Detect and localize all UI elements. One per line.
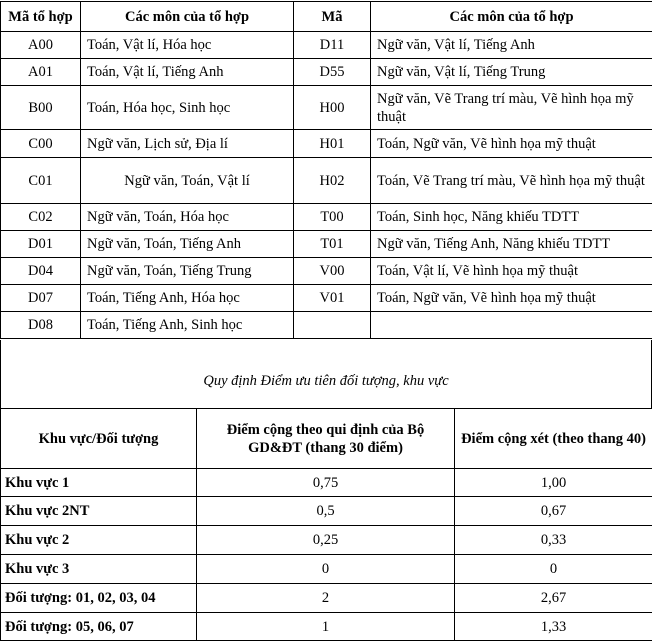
combo-subjects: Toán, Vật lí, Hóa học xyxy=(81,32,294,59)
region-label: Đối tượng: 01, 02, 03, 04 xyxy=(1,584,197,613)
header-code: Mã xyxy=(294,2,371,32)
points-40: 1,00 xyxy=(455,469,652,497)
points-30: 0,5 xyxy=(197,497,455,526)
table-row xyxy=(1,59,652,86)
region-label: Khu vực 2 xyxy=(1,526,197,555)
points-30: 0 xyxy=(197,555,455,584)
table-row xyxy=(1,312,652,339)
combo-code xyxy=(294,312,371,339)
table-row xyxy=(1,613,652,641)
table-row xyxy=(1,555,652,584)
priority-points-table xyxy=(0,408,652,641)
table-row xyxy=(1,231,652,258)
table-header-row xyxy=(1,2,652,32)
combo-code: H01 xyxy=(294,130,371,158)
combo-subjects: Toán, Vẽ Trang trí màu, Vẽ hình họa mỹ thuật xyxy=(371,158,652,204)
header-combo-subjects: Các môn của tổ hợp xyxy=(81,2,294,32)
combo-subjects: Toán, Vật lí, Tiếng Anh xyxy=(81,59,294,86)
combo-code: T01 xyxy=(294,231,371,258)
region-label: Khu vực 3 xyxy=(1,555,197,584)
combo-subjects: Ngữ văn, Vẽ Trang trí màu, Vẽ hình họa mỹ thuật xyxy=(371,86,652,130)
table-row xyxy=(1,526,652,555)
combo-code: D55 xyxy=(294,59,371,86)
combo-code: D01 xyxy=(1,231,81,258)
header-points-30: Điểm cộng theo qui định của Bộ GD&ĐT (thang 30 điểm) xyxy=(197,409,455,469)
table-header-row xyxy=(1,409,652,469)
combo-code: C02 xyxy=(1,204,81,231)
table-row xyxy=(1,258,652,285)
combo-code: T00 xyxy=(294,204,371,231)
points-30: 0,75 xyxy=(197,469,455,497)
combo-subjects: Toán, Hóa học, Sinh học xyxy=(81,86,294,130)
combo-code: V00 xyxy=(294,258,371,285)
combo-subjects: Toán, Tiếng Anh, Sinh học xyxy=(81,312,294,339)
points-40: 0,33 xyxy=(455,526,652,555)
region-label: Khu vực 2NT xyxy=(1,497,197,526)
table-row xyxy=(1,130,652,158)
header-subjects: Các môn của tổ hợp xyxy=(371,2,652,32)
points-30: 2 xyxy=(197,584,455,613)
combo-code: H02 xyxy=(294,158,371,204)
combo-code: V01 xyxy=(294,285,371,312)
combo-subjects: Toán, Sinh học, Năng khiếu TDTT xyxy=(371,204,652,231)
points-40: 1,33 xyxy=(455,613,652,641)
table-row xyxy=(1,584,652,613)
table-row xyxy=(1,86,652,130)
combo-code: C00 xyxy=(1,130,81,158)
combo-code: C01 xyxy=(1,158,81,204)
combo-code: D04 xyxy=(1,258,81,285)
combo-code: H00 xyxy=(294,86,371,130)
combo-subjects: Ngữ văn, Vật lí, Tiếng Trung xyxy=(371,59,652,86)
points-40: 2,67 xyxy=(455,584,652,613)
combo-subjects: Ngữ văn, Lịch sử, Địa lí xyxy=(81,130,294,158)
combo-code: D11 xyxy=(294,32,371,59)
combo-subjects: Ngữ văn, Vật lí, Tiếng Anh xyxy=(371,32,652,59)
region-label: Đối tượng: 05, 06, 07 xyxy=(1,613,197,641)
table-row xyxy=(1,285,652,312)
combo-code: D08 xyxy=(1,312,81,339)
header-combo-code: Mã tổ hợp xyxy=(1,2,81,32)
combo-subjects: Toán, Tiếng Anh, Hóa học xyxy=(81,285,294,312)
combo-subjects xyxy=(371,312,652,339)
combo-subjects: Ngữ văn, Toán, Tiếng Anh xyxy=(81,231,294,258)
combo-code: A01 xyxy=(1,59,81,86)
combo-subjects: Ngữ văn, Toán, Hóa học xyxy=(81,204,294,231)
region-label: Khu vực 1 xyxy=(1,469,197,497)
combo-subjects: Toán, Vật lí, Vẽ hình họa mỹ thuật xyxy=(371,258,652,285)
header-points-40: Điểm cộng xét (theo thang 40) xyxy=(455,409,652,469)
subject-combination-table xyxy=(0,1,652,339)
points-40: 0 xyxy=(455,555,652,584)
points-30: 1 xyxy=(197,613,455,641)
combo-subjects: Toán, Ngữ văn, Vẽ hình họa mỹ thuật xyxy=(371,285,652,312)
table-row xyxy=(1,204,652,231)
combo-subjects: Ngữ văn, Toán, Tiếng Trung xyxy=(81,258,294,285)
table-row xyxy=(1,158,652,204)
combo-code: B00 xyxy=(1,86,81,130)
priority-caption: Quy định Điểm ưu tiên đối tượng, khu vực xyxy=(0,373,652,390)
combo-subjects: Ngữ văn, Tiếng Anh, Năng khiếu TDTT xyxy=(371,231,652,258)
combo-code: A00 xyxy=(1,32,81,59)
table-row xyxy=(1,469,652,497)
combo-subjects: Toán, Ngữ văn, Vẽ hình họa mỹ thuật xyxy=(371,130,652,158)
combo-subjects: Ngữ văn, Toán, Vật lí xyxy=(81,158,294,204)
combo-code: D07 xyxy=(1,285,81,312)
points-40: 0,67 xyxy=(455,497,652,526)
points-30: 0,25 xyxy=(197,526,455,555)
table-row xyxy=(1,497,652,526)
header-region-target: Khu vực/Đối tượng xyxy=(1,409,197,469)
table-row xyxy=(1,32,652,59)
